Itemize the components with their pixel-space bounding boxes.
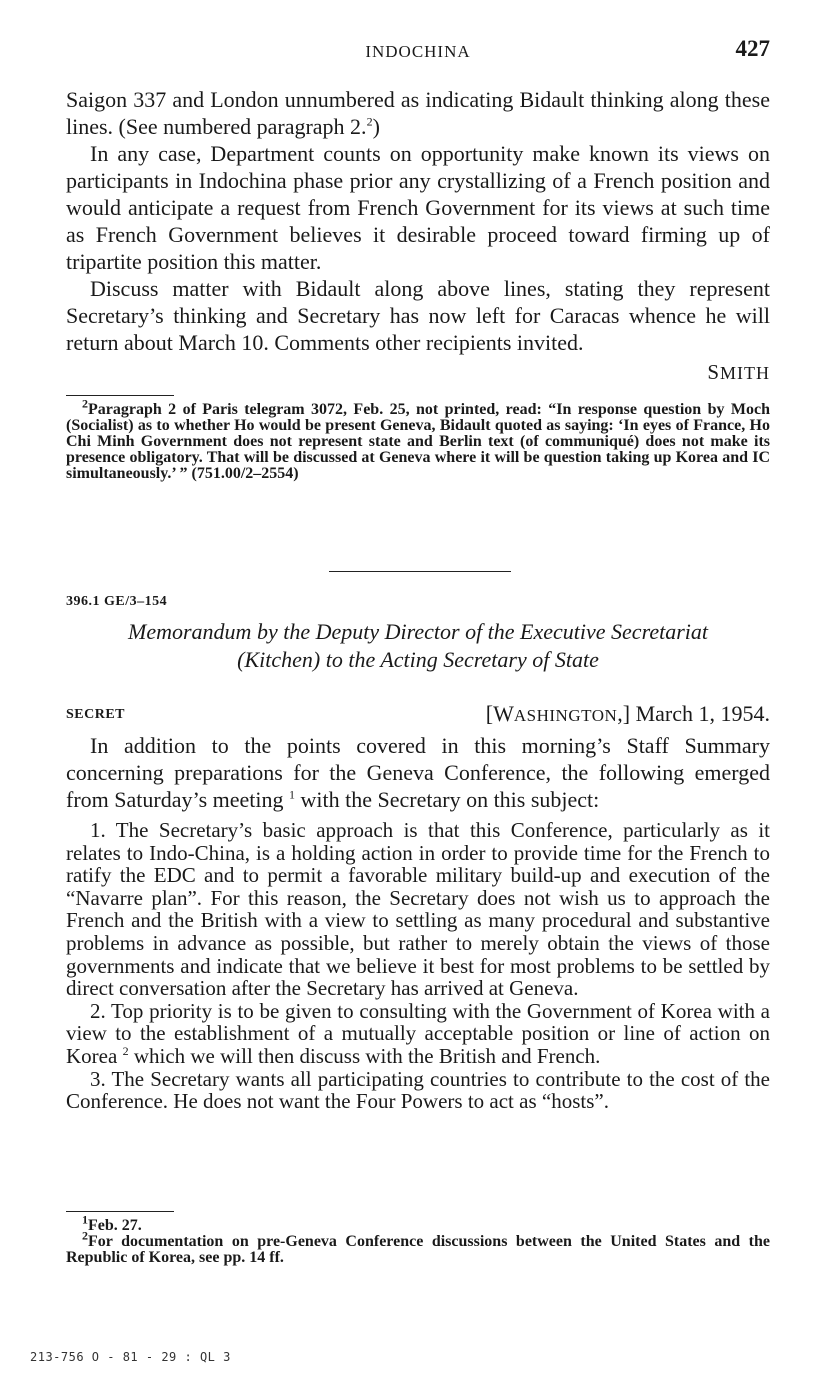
print-code: 213-756 O - 81 - 29 : QL 3 [30, 1350, 231, 1364]
memo-item-3: 3. The Secretary wants all participating countries to contribute to the cost of the Conference. He does not want the Four Powers to act as “hosts”. [66, 1066, 770, 1114]
classification-label: SECRET [66, 707, 126, 722]
file-number: 396.1 GE/3–154 [66, 594, 168, 609]
signature: SMITH [707, 360, 770, 384]
footnote-ref: 2 [366, 114, 373, 129]
memo-title: Memorandum by the Deputy Director of the Executive Secretariat (Kitchen) to the Acting Secretary of State [128, 619, 708, 672]
memo-item-1: 1. The Secretary’s basic approach is that this Conference, particularly as it relates to Indo-China, is a holding action in order to provide time for the French to ratify the EDC and to permit a favorable military build-up and execution of the “Navarre plan”. For this reason, the Secretary does not wish us to approach the French and the British with a view to settling as many procedural and substantive problems in advance as possible, but rather to merely obtain the views of those governments and indicate that we believe it best for most problems to be settled by direct conversation after the Secretary has arrived at Geneva. [66, 818, 770, 1001]
memo-intro: In addition to the points covered in this morning’s Staff Summary concerning preparations for the Geneva Conference, the following emerged from Saturday’s meeting $^1$ with the Secretary on this subject: [66, 733, 770, 812]
memo-footnotes [66, 1211, 770, 1266]
memo-footnote-2: $^2$For documentation on pre-Geneva Conference discussions between the United States and the Republic of Korea, see pp. 14 ff. [66, 1228, 770, 1266]
memo-footnote-1: $^1$Feb. 27. [82, 1212, 142, 1234]
telegram-footnote: $^2$Paragraph 2 of Paris telegram 3072, Feb. 25, not printed, read: “In response question by Moch (Socialist) as to whether Ho would be present Geneva, Bidault quoted as saying: ‘In eyes of France, Ho Chi Minh Government does not represent state and Berlin text (of communiqué) does not make its presence obligatory. That will be discussed at Geneva where it will be question taking up Korea and IC simultaneously.’ ” (751.00/2–2554) [66, 396, 770, 482]
telegram-continuation [66, 86, 770, 482]
telegram-paragraph-3: Discuss matter with Bidault along above lines, stating they represent Secretary’s thinking and Secretary has now left for Caracas whence he will return about March 10. Comments other recipients invited. [66, 276, 770, 355]
page-number: 427 [735, 36, 770, 61]
section-divider [329, 571, 511, 572]
telegram-paragraph-2: In any case, Department counts on opportunity make known its views on participants in Indochina phase prior any crystallizing of a French position and would anticipate a request from French Government for its views at such time as French Government believes it desirable proceed toward firming up of tripartite position this matter. [66, 141, 770, 274]
footnote-ref: 2 [122, 1043, 129, 1058]
running-head [66, 36, 770, 68]
memo-meta [66, 701, 770, 729]
memo-body [66, 732, 770, 1113]
running-title: INDOCHINA [365, 42, 471, 61]
telegram-paragraph-1: Saigon 337 and London unnumbered as indicating Bidault thinking along these lines. (See numbered paragraph 2.$^2$) [66, 87, 770, 139]
footnote-ref: 1 [289, 787, 296, 802]
dateline: [WASHINGTON,] March 1, 1954. [485, 701, 770, 726]
memo-item-2: 2. Top priority is to be given to consulting with the Government of Korea with a view to the establishment of a mutually acceptable position or line of action on Korea $^2$ which we will then discuss with the British and French. [66, 998, 770, 1068]
